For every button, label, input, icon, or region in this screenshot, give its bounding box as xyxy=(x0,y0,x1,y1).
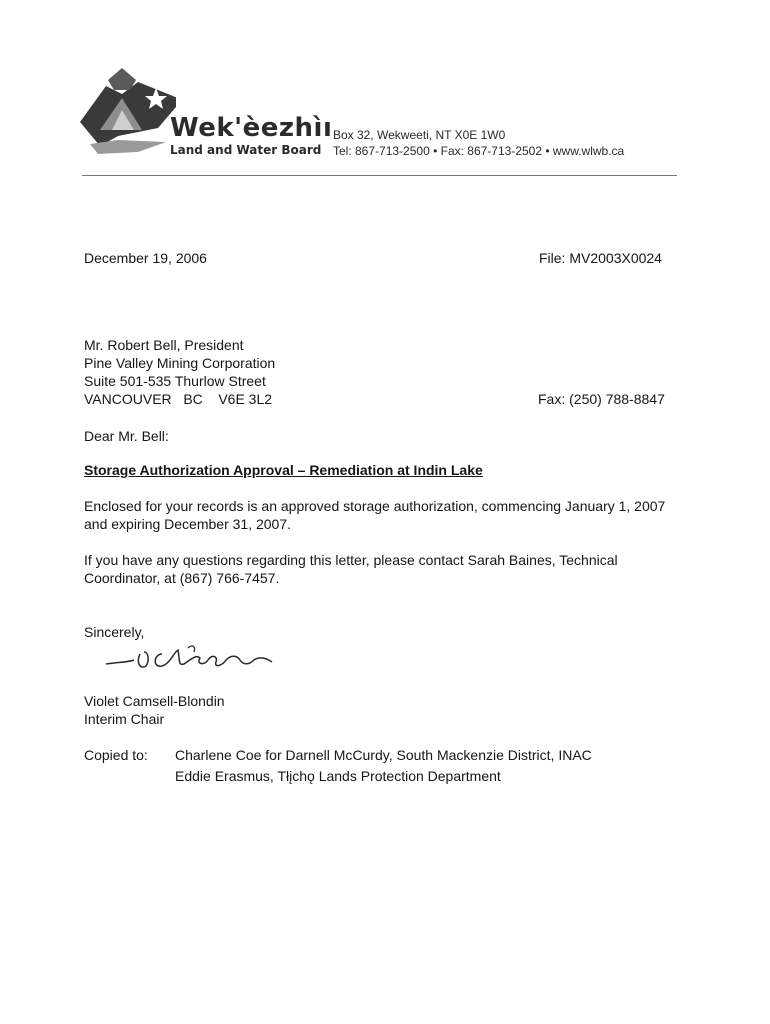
file-reference: File: MV2003X0024 xyxy=(539,250,662,266)
recipient-company: Pine Valley Mining Corporation xyxy=(84,355,276,371)
signature-icon xyxy=(100,640,280,680)
org-subtitle: Land and Water Board xyxy=(170,143,322,157)
board-logo-icon xyxy=(78,64,176,160)
cc-label: Copied to: xyxy=(84,747,148,763)
subject-line: Storage Authorization Approval – Remediation at Indin Lake xyxy=(84,462,483,478)
paragraph-2: If you have any questions regarding this letter, please contact Sarah Baines, Technical Coordinator, at (867) 766-7457. xyxy=(84,552,618,586)
signer-title: Interim Chair xyxy=(84,711,165,727)
salutation: Dear Mr. Bell: xyxy=(84,428,169,444)
letterhead-address: Box 32, Wekweeti, NT X0E 1W0 xyxy=(333,128,506,142)
org-name: Wek'èezhìı xyxy=(170,113,333,143)
cc-recipient-1: Charlene Coe for Darnell McCurdy, South Mackenzie District, INAC xyxy=(175,747,592,763)
letterhead-divider xyxy=(82,175,677,176)
closing: Sincerely, xyxy=(84,624,145,640)
recipient-street: Suite 501-535 Thurlow Street xyxy=(84,373,266,389)
signer-name: Violet Camsell-Blondin xyxy=(84,693,225,709)
cc-recipient-2: Eddie Erasmus, Tłįchǫ Lands Protection Department xyxy=(175,768,501,784)
recipient-city: VANCOUVER BC V6E 3L2 xyxy=(84,391,273,407)
recipient-name: Mr. Robert Bell, President xyxy=(84,337,244,353)
paragraph-1: Enclosed for your records is an approved storage authorization, commencing January 1, 2007 and expiring December 31, 2007. xyxy=(84,498,666,532)
recipient-fax: Fax: (250) 788-8847 xyxy=(538,391,665,407)
letterhead-contact: Tel: 867-713-2500 • Fax: 867-713-2502 • www.wlwb.ca xyxy=(333,144,625,158)
letter-date: December 19, 2006 xyxy=(84,250,207,266)
